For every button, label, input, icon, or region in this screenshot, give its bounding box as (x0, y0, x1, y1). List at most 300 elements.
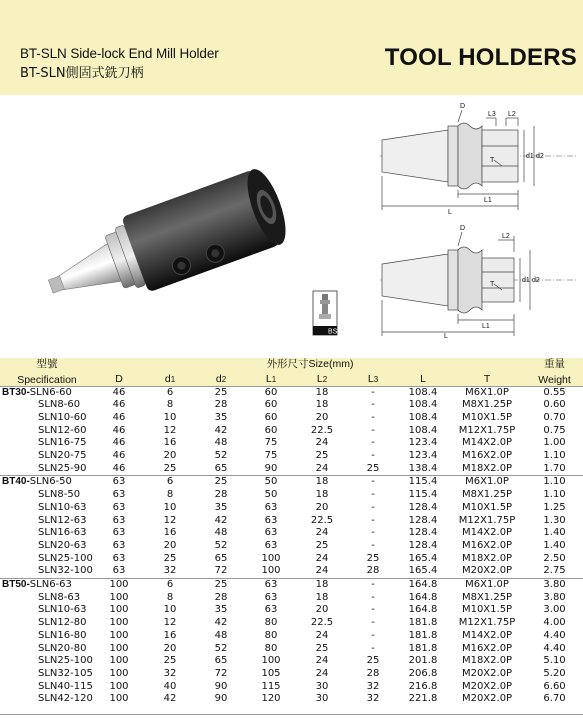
model-code: SLN20-63 (38, 539, 87, 551)
table-cell: 100 (109, 604, 129, 616)
table-cell: 28 (366, 565, 380, 577)
table-cell: M6X1.0P (448, 386, 526, 399)
table-cell: 12 (163, 617, 177, 629)
drawing1-label-d1: d1 (526, 153, 534, 160)
table-cell: - (371, 399, 375, 411)
drawing1-label-l3: L3 (488, 111, 496, 118)
table-row (0, 630, 583, 643)
table-cell: 75 (264, 450, 278, 462)
technical-drawing-with-l3 (378, 100, 578, 220)
table-cell: 63 (264, 501, 278, 513)
model-code: SLN20-80 (38, 642, 87, 654)
table-cell: 12 (163, 514, 177, 526)
table-cell: 25 (196, 476, 246, 489)
drawing1-label-l2: L2 (508, 111, 516, 118)
spec-cell (0, 502, 94, 515)
table-cell: 42 (214, 424, 228, 436)
table-cell: 100 (109, 617, 129, 629)
group-label: BT50- (2, 579, 30, 591)
table-cell: 63 (112, 501, 126, 513)
table-cell: 123.4 (408, 437, 438, 449)
table-cell: 25 (163, 655, 177, 667)
table-cell: 100 (109, 693, 129, 705)
table-cell: 25 (315, 539, 329, 551)
table-cell: 35 (214, 604, 228, 616)
table-cell: 80 (264, 642, 278, 654)
table-cell: 5.20 (543, 667, 566, 679)
table-cell: 48 (214, 527, 228, 539)
table-cell: M18X2.0P (461, 462, 513, 474)
table-cell: 0.60 (543, 399, 566, 411)
table-cell: 201.8 (408, 655, 438, 667)
table-cell: 63 (112, 539, 126, 551)
table-cell: M16X2.0P (461, 450, 513, 462)
model-code: SLN12-63 (38, 514, 87, 526)
model-code: SLN16-80 (38, 629, 87, 641)
table-cell: 5.10 (543, 655, 566, 667)
table-cell: 138.4 (408, 462, 438, 474)
table-cell: - (371, 489, 375, 501)
table-row (0, 668, 583, 681)
table-cell: 1.10 (543, 489, 566, 501)
spec-table-wrapper (0, 358, 583, 706)
product-photo (40, 140, 300, 320)
table-cell: - (371, 539, 375, 551)
table-cell: 24 (315, 527, 329, 539)
table-row (0, 437, 583, 450)
table-cell: 25 (366, 655, 380, 667)
table-cell: 28 (214, 591, 228, 603)
table-cell: 165.4 (408, 565, 438, 577)
table-cell: 25 (163, 462, 177, 474)
spec-cell (0, 617, 94, 630)
table-cell: 4.00 (543, 617, 566, 629)
col-header-l1: L1 (246, 372, 296, 386)
table-cell: M6X1.0P (448, 476, 526, 489)
table-cell: 63 (112, 489, 126, 501)
table-cell: - (348, 386, 398, 399)
table-cell: 100 (261, 565, 281, 577)
drawing1-label-d: D (460, 103, 466, 110)
table-cell: 164.8 (398, 579, 448, 592)
table-cell: 46 (112, 424, 126, 436)
spec-cell (0, 450, 94, 463)
table-cell: M20X2.0P (461, 680, 513, 692)
table-cell: 24 (315, 437, 329, 449)
table-row (0, 604, 583, 617)
table-row (0, 476, 583, 489)
table-cell: 28 (214, 399, 228, 411)
table-row (0, 617, 583, 630)
spec-cell (0, 412, 94, 425)
header-banner (0, 0, 583, 95)
table-cell: 50 (264, 489, 278, 501)
table-cell: 3.80 (543, 591, 566, 603)
brand-heading: TOOL HOLDERS (384, 44, 577, 71)
table-cell: 128.4 (408, 539, 438, 551)
table-cell: 10 (163, 501, 177, 513)
table-cell: - (371, 437, 375, 449)
table-cell: 32 (366, 680, 380, 692)
table-cell: 35 (214, 501, 228, 513)
table-cell: 2.75 (543, 565, 566, 577)
table-cell: M8X1.25P (461, 591, 513, 603)
drawing1-label-d2: d2 (536, 153, 544, 160)
table-cell: 100 (109, 591, 129, 603)
table-row (0, 463, 583, 476)
table-cell: 48 (214, 629, 228, 641)
table-row (0, 450, 583, 463)
drawing2-label-t: T (490, 281, 495, 288)
drawing2-label-d2: d2 (532, 277, 540, 284)
table-cell: 60 (264, 424, 278, 436)
model-code: SLN10-63 (38, 501, 87, 513)
table-cell: 1.25 (543, 501, 566, 513)
table-cell: 52 (214, 642, 228, 654)
table-cell: 16 (163, 629, 177, 641)
table-row (0, 592, 583, 605)
table-cell: 25 (196, 579, 246, 592)
table-cell: 18 (296, 476, 348, 489)
model-code: SLN8-50 (38, 489, 81, 501)
model-header-zh: 型號 (0, 358, 94, 372)
table-cell: 46 (94, 386, 144, 399)
table-cell: 2.50 (543, 552, 566, 564)
model-code: SLN32-105 (38, 667, 93, 679)
table-cell: 120 (261, 693, 281, 705)
table-cell: 52 (214, 450, 228, 462)
table-row (0, 693, 583, 706)
table-cell: - (371, 642, 375, 654)
table-cell: - (371, 629, 375, 641)
table-cell: 63 (246, 579, 296, 592)
spec-cell (0, 681, 94, 694)
table-cell: 25 (196, 386, 246, 399)
table-cell: - (371, 591, 375, 603)
table-cell: - (371, 501, 375, 513)
table-cell: 22.5 (310, 424, 334, 436)
table-cell: 20 (315, 501, 329, 513)
table-cell: M20X2.0P (461, 667, 513, 679)
spec-cell (0, 565, 94, 578)
model-header-en: Specification (0, 372, 94, 386)
table-cell: M16X2.0P (461, 642, 513, 654)
model-code: SLN6-60 (29, 386, 72, 398)
table-cell: 65 (214, 655, 228, 667)
table-cell: - (348, 579, 398, 592)
table-cell: 30 (315, 693, 329, 705)
table-row (0, 489, 583, 502)
table-cell: 108.4 (408, 399, 438, 411)
table-cell: M10X1.5P (461, 604, 513, 616)
table-cell: M10X1.5P (461, 411, 513, 423)
table-cell: 72 (214, 667, 228, 679)
table-cell: 1.10 (526, 476, 583, 489)
table-cell: 3.80 (526, 579, 583, 592)
table-cell: M8X1.25P (461, 489, 513, 501)
table-cell: 18 (315, 399, 329, 411)
table-cell: 25 (315, 450, 329, 462)
table-cell: 72 (214, 565, 228, 577)
table-cell: 46 (112, 462, 126, 474)
drawing1-label-t: T (490, 157, 495, 164)
table-cell: 128.4 (408, 527, 438, 539)
table-cell: 10 (163, 604, 177, 616)
table-row (0, 425, 583, 438)
spec-cell (0, 643, 94, 656)
table-cell: M18X2.0P (461, 655, 513, 667)
table-cell: 25 (366, 462, 380, 474)
table-cell: 22.5 (310, 617, 334, 629)
col-header-d1: d1 (144, 372, 196, 386)
table-cell: M16X2.0P (461, 539, 513, 551)
table-cell: 90 (214, 680, 228, 692)
table-row (0, 540, 583, 553)
table-cell: 28 (366, 667, 380, 679)
table-cell: 128.4 (408, 501, 438, 513)
table-cell: 3.00 (543, 604, 566, 616)
table-cell: 24 (315, 655, 329, 667)
model-code: SLN40-115 (38, 680, 93, 692)
table-cell: - (371, 527, 375, 539)
table-cell: 20 (163, 642, 177, 654)
table-cell: 25 (315, 642, 329, 654)
table-row (0, 502, 583, 515)
table-cell: 108.4 (398, 386, 448, 399)
model-code: SLN25-90 (38, 462, 87, 474)
table-cell: 48 (214, 437, 228, 449)
table-cell: 80 (264, 629, 278, 641)
spec-cell (0, 693, 94, 706)
table-cell: - (371, 424, 375, 436)
spec-cell (0, 437, 94, 450)
table-cell: M10X1.5P (461, 501, 513, 513)
spec-cell (0, 592, 94, 605)
table-cell: 60 (264, 411, 278, 423)
table-cell: 20 (315, 604, 329, 616)
table-row (0, 681, 583, 694)
table-row (0, 399, 583, 412)
table-cell: 42 (214, 617, 228, 629)
table-cell: 10 (163, 411, 177, 423)
table-cell: M20X2.0P (461, 693, 513, 705)
table-cell: 100 (109, 680, 129, 692)
col-header-l: L (398, 372, 448, 386)
table-cell: 0.75 (543, 424, 566, 436)
spec-cell (0, 399, 94, 412)
table-cell: 35 (214, 411, 228, 423)
model-code: SLN25-100 (38, 655, 93, 667)
group-label: BT40- (2, 476, 30, 488)
drawing2-label-d: D (460, 225, 466, 232)
pull-stud-label: BS (328, 328, 338, 336)
table-cell: - (371, 411, 375, 423)
table-cell: 40 (163, 680, 177, 692)
table-row (0, 553, 583, 566)
table-cell: 165.4 (408, 552, 438, 564)
table-cell: 100 (261, 655, 281, 667)
col-header-d2: d2 (196, 372, 246, 386)
table-cell: 181.8 (408, 617, 438, 629)
spec-cell (0, 604, 94, 617)
table-cell: - (371, 514, 375, 526)
table-cell: 63 (112, 514, 126, 526)
spec-cell (0, 425, 94, 438)
table-cell: M14X2.0P (461, 527, 513, 539)
table-cell: 216.8 (408, 680, 438, 692)
table-cell: 20 (163, 539, 177, 551)
spec-cell (0, 668, 94, 681)
table-cell: 16 (163, 527, 177, 539)
table-cell: 128.4 (408, 514, 438, 526)
table-cell: 20 (315, 411, 329, 423)
table-cell: 63 (264, 514, 278, 526)
table-row (0, 579, 583, 592)
table-cell: 24 (315, 565, 329, 577)
table-cell: 65 (214, 552, 228, 564)
table-cell: 42 (163, 693, 177, 705)
table-cell: 18 (296, 386, 348, 399)
table-cell: 8 (166, 489, 174, 501)
model-code: SLN12-80 (38, 617, 87, 629)
table-cell: 6.60 (543, 680, 566, 692)
table-cell: 90 (264, 462, 278, 474)
col-header-l3: L3 (348, 372, 398, 386)
weight-header-en: Weight (526, 372, 583, 386)
table-cell: 42 (214, 514, 228, 526)
table-cell: 25 (163, 552, 177, 564)
spec-cell (0, 655, 94, 668)
table-cell: 1.70 (543, 462, 566, 474)
weight-header-zh: 重量 (526, 358, 583, 372)
table-cell: 24 (315, 629, 329, 641)
table-cell: - (348, 476, 398, 489)
table-cell: 1.00 (543, 437, 566, 449)
table-cell: 100 (261, 552, 281, 564)
table-cell: 28 (214, 489, 228, 501)
spec-cell (0, 476, 94, 489)
model-code: SLN10-60 (38, 411, 87, 423)
spec-cell (0, 540, 94, 553)
table-cell: 6 (144, 386, 196, 399)
spec-cell (0, 463, 94, 476)
table-cell: 164.8 (408, 591, 438, 603)
table-cell: 63 (264, 591, 278, 603)
model-code: SLN16-75 (38, 437, 87, 449)
table-row (0, 643, 583, 656)
table-cell: 181.8 (408, 642, 438, 654)
table-cell: 105 (261, 667, 281, 679)
technical-drawing-without-l3 (378, 222, 578, 340)
table-cell: M12X1.75P (458, 424, 516, 436)
table-cell: M14X2.0P (461, 629, 513, 641)
table-cell: 50 (246, 476, 296, 489)
table-cell: 24 (315, 552, 329, 564)
table-cell: M14X2.0P (461, 437, 513, 449)
table-row (0, 386, 583, 399)
table-cell: 63 (264, 539, 278, 551)
table-cell: 20 (163, 450, 177, 462)
spec-cell (0, 553, 94, 566)
drawing2-label-l1: L1 (482, 323, 490, 330)
col-header-l2: L2 (296, 372, 348, 386)
table-cell: M12X1.75P (458, 617, 516, 629)
table-cell: 0.55 (526, 386, 583, 399)
table-cell: 32 (163, 667, 177, 679)
table-cell: 115.4 (408, 489, 438, 501)
table-cell: 100 (109, 629, 129, 641)
table-cell: 46 (112, 450, 126, 462)
model-code: SLN32-100 (38, 565, 93, 577)
table-cell: 75 (264, 437, 278, 449)
drawing2-label-d1: d1 (522, 277, 530, 284)
drawing1-label-l1: L1 (484, 197, 492, 204)
table-cell: 8 (166, 399, 174, 411)
model-code: SLN8-63 (38, 591, 81, 603)
table-cell: 63 (112, 527, 126, 539)
col-header-t: T (448, 372, 526, 386)
table-cell: 100 (109, 667, 129, 679)
table-cell: M8X1.25P (461, 399, 513, 411)
table-cell: 1.30 (543, 514, 566, 526)
table-cell: 63 (94, 476, 144, 489)
spec-cell (0, 579, 94, 592)
table-cell: 1.10 (543, 450, 566, 462)
drawing2-label-l2: L2 (502, 233, 510, 240)
spec-table-body (0, 386, 583, 706)
table-row (0, 412, 583, 425)
model-code: SLN10-63 (38, 604, 87, 616)
spec-cell (0, 386, 94, 399)
table-cell: 90 (214, 693, 228, 705)
table-cell: 32 (163, 565, 177, 577)
table-cell: 4.40 (543, 629, 566, 641)
table-cell: 8 (166, 591, 174, 603)
table-cell: 46 (112, 437, 126, 449)
table-cell: 0.70 (543, 411, 566, 423)
table-cell: 100 (109, 655, 129, 667)
table-cell: - (371, 450, 375, 462)
table-cell: 52 (214, 539, 228, 551)
table-cell: 46 (112, 399, 126, 411)
spec-cell (0, 515, 94, 528)
table-cell: 24 (315, 462, 329, 474)
model-code: SLN6-63 (29, 579, 72, 591)
table-cell: 18 (315, 591, 329, 603)
group-label: BT30- (2, 386, 30, 398)
title-english: BT-SLN Side-lock End Mill Holder (20, 46, 219, 61)
model-code: SLN16-63 (38, 527, 87, 539)
table-cell: 164.8 (408, 604, 438, 616)
table-cell: 16 (163, 437, 177, 449)
table-cell: M20X2.0P (461, 565, 513, 577)
table-cell: 108.4 (408, 424, 438, 436)
table-cell: 30 (315, 680, 329, 692)
table-cell: 12 (163, 424, 177, 436)
table-cell: 221.8 (408, 693, 438, 705)
model-code: SLN6-50 (29, 476, 72, 488)
pull-stud-icon (312, 290, 338, 336)
table-cell: 1.40 (543, 539, 566, 551)
table-row (0, 565, 583, 578)
table-cell: 123.4 (408, 450, 438, 462)
table-cell: - (371, 604, 375, 616)
table-cell: 63 (112, 552, 126, 564)
model-code: SLN8-60 (38, 399, 81, 411)
table-cell: 18 (315, 489, 329, 501)
table-cell: 6 (144, 476, 196, 489)
table-cell: 1.40 (543, 527, 566, 539)
